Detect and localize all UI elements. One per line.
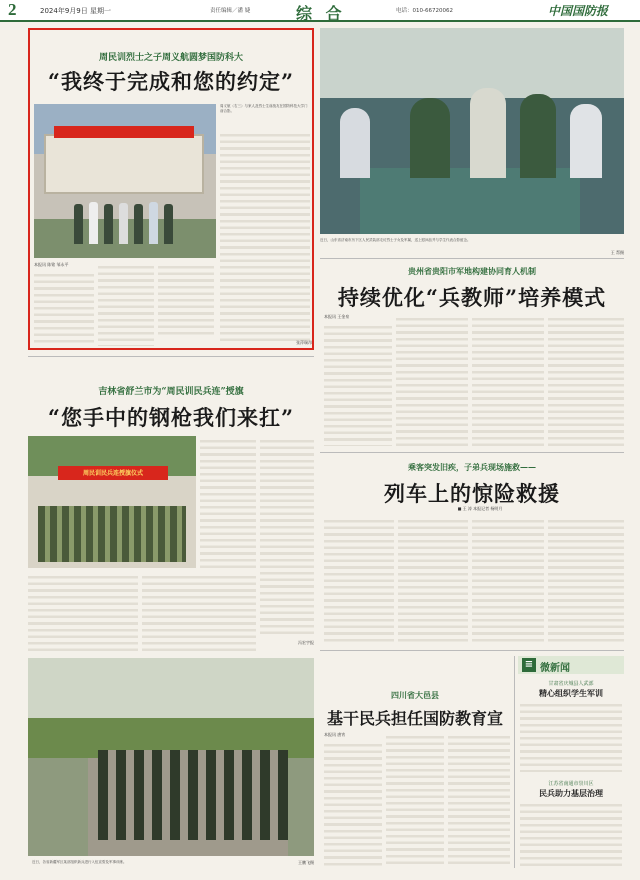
article2-body-col2 — [260, 436, 314, 636]
article1-body-col2a — [98, 262, 154, 346]
phone-number: 电话：010-66720062 — [396, 8, 453, 14]
article2-kicker: 吉林省舒兰市为“周民训民兵连”授旗 — [98, 387, 244, 397]
article2-end-tag: 冯宏宇报 — [298, 640, 314, 645]
micro-news-icon: ≡ — [522, 658, 536, 672]
divider — [320, 452, 624, 453]
editor-credit: 责任编辑／潘 婕 — [210, 8, 251, 14]
divider — [320, 258, 624, 259]
article4-body-col1 — [324, 516, 394, 644]
micro-item2-body — [520, 800, 622, 866]
article2-body-col1 — [200, 436, 256, 568]
article1-body-col2b — [158, 262, 214, 338]
students-photo-credit: 王 帮摄 — [610, 250, 624, 255]
micro-item1-title: 精心组织学生军训 — [539, 688, 603, 698]
micro-item1-body — [520, 700, 622, 772]
article3-body-col4 — [548, 314, 624, 446]
article3-headline: 持续优化“兵教师”培养模式 — [337, 285, 607, 310]
article3-body-col2 — [396, 314, 468, 446]
article1-photo-caption: 周义航（右三）与家人及烈士生前战友在国防科技大学门前合影。 — [220, 104, 308, 113]
article4-headline: 列车上的惊险救援 — [384, 481, 560, 506]
article4-body-col3 — [472, 516, 544, 644]
newspaper-logo: 中国国防报 — [548, 4, 609, 18]
article5-headline: 基干民兵担任国防教育宣 — [326, 709, 503, 728]
ceremony-banner: 周民训民兵连授旗仪式 — [82, 470, 143, 477]
article5-byline: 本报讯 唐宵 — [324, 732, 346, 737]
article5-body-col1 — [324, 740, 382, 866]
issue-date: 2024年9月9日 星期一 — [40, 7, 111, 15]
article2-photo — [28, 436, 196, 568]
article3-kicker: 贵州省贵阳市军地构建协同育人机制 — [408, 266, 536, 276]
article5-body-col3 — [448, 732, 510, 866]
page-number: 2 — [8, 0, 17, 19]
article3-byline: 本报讯 王金泉 — [324, 314, 350, 319]
divider — [320, 650, 624, 651]
micro-item2-title: 民兵助力基层治理 — [539, 788, 603, 798]
article4-byline: ■ 王 涛 本报记者 杨明月 — [457, 506, 503, 511]
section-title: 综 合 — [296, 4, 346, 23]
article1-body-col1 — [34, 270, 94, 346]
article2-body-col4 — [142, 572, 256, 652]
students-photo-caption: 近日，山东省济南市历下区人民武装部走访烈士子女及军属，送上慰问品并与学生代表合影留念。 — [320, 238, 471, 242]
article2-headline: “您手中的钢枪我们来扛” — [47, 405, 295, 430]
students-photo — [320, 28, 624, 234]
divider — [514, 656, 515, 868]
article4-body-col4 — [548, 516, 624, 644]
article1-end-tag: 张萍瑞昂 — [296, 340, 312, 345]
bottom-photo — [28, 658, 314, 856]
article5-kicker: 四川省大邑县 — [391, 690, 439, 700]
bottom-photo-credit: 王鹏飞摄 — [298, 860, 314, 865]
article4-kicker: 乘客突发旧疾，子弟兵现场施救—— — [408, 462, 536, 472]
article1-kicker: 周民训烈士之子周义航圆梦国防科大 — [98, 53, 243, 63]
article3-body-col3 — [472, 314, 544, 446]
article1-byline: 本报讯 陈铭 邹永平 — [34, 262, 69, 267]
micro-news-title: 微新闻 — [540, 663, 570, 674]
article2-body-col3 — [28, 572, 138, 652]
article3-body-col1 — [324, 322, 392, 446]
divider — [28, 356, 314, 357]
article4-body-col2 — [398, 516, 468, 644]
micro-item2-kicker: 江苏省南通市崇川区 — [548, 781, 594, 787]
article1-photo — [34, 104, 216, 258]
bottom-photo-caption: 近日，各省新疆军区某部组织新兵进行入伍宣誓及军事训练。 — [32, 860, 127, 864]
article1-body-col3 — [220, 130, 310, 344]
article5-body-col2 — [386, 732, 444, 866]
article1-headline: “我终于完成和您的约定” — [47, 69, 295, 94]
micro-item1-kicker: 甘肃省庆城县人武部 — [548, 681, 594, 687]
